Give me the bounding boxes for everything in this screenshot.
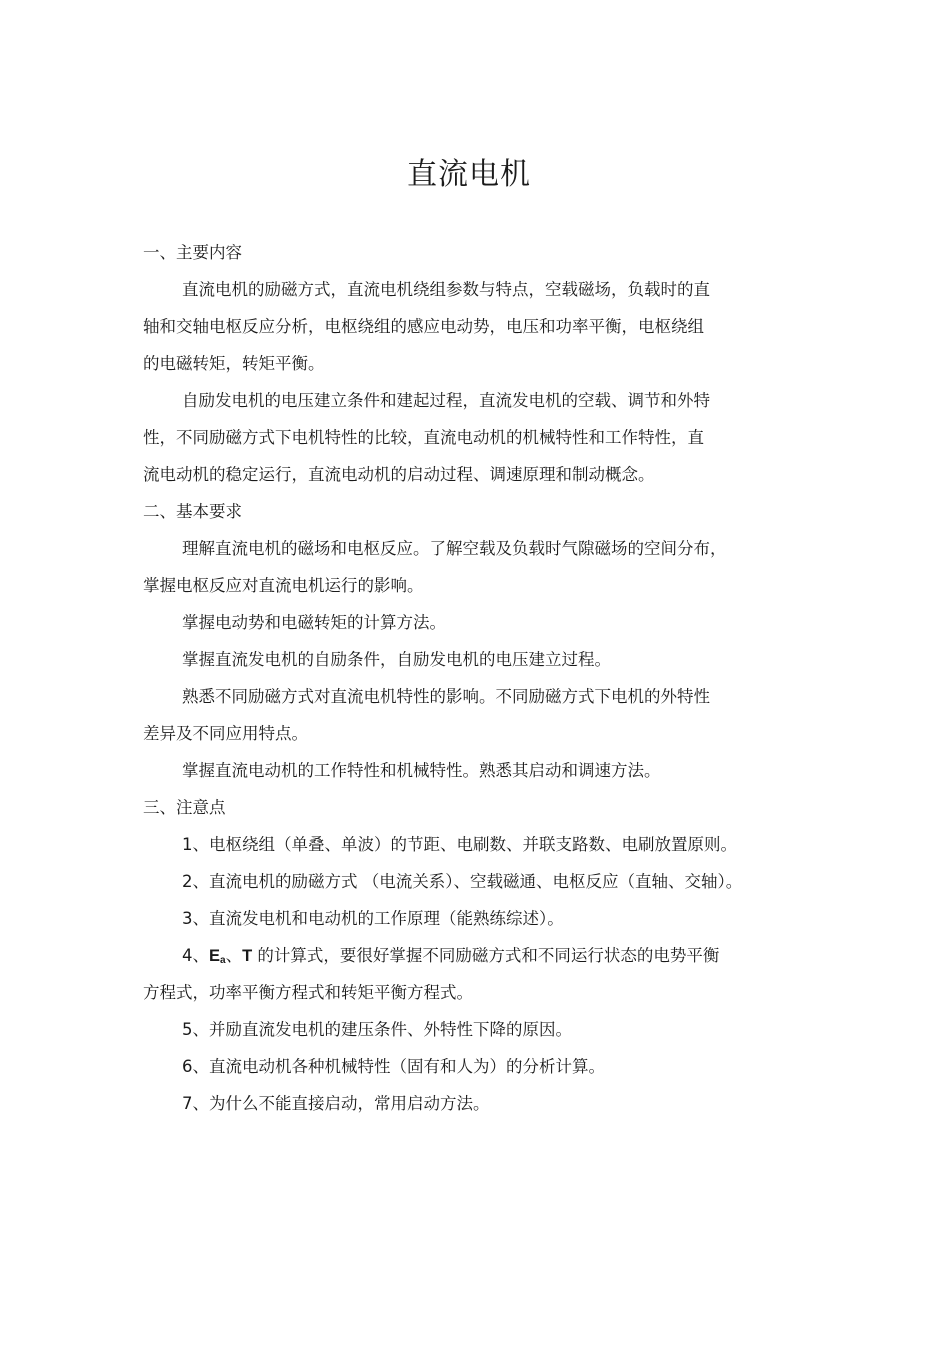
list-item: 2、直流电机的励磁方式 （电流关系）、空载磁通、电枢反应（直轴、交轴）。 <box>182 872 743 891</box>
list-item: 3、直流发电机和电动机的工作原理（能熟练综述）。 <box>182 909 564 928</box>
list-item-text: 的计算式，要很好掌握不同励磁方式和不同运行状态的电势平衡 <box>252 946 720 965</box>
list-item: 5、并励直流发电机的建压条件、外特性下降的原因。 <box>182 1020 572 1039</box>
section-heading-key-points: 三、注意点 <box>143 798 226 817</box>
document-title: 直流电机 <box>407 157 531 192</box>
list-item-continuation: 方程式，功率平衡方程式和转矩平衡方程式。 <box>143 983 473 1002</box>
symbol-E: E <box>209 947 221 965</box>
paragraph-line: 的电磁转矩，转矩平衡。 <box>143 354 325 373</box>
symbol-T: T <box>242 947 253 965</box>
list-item: 6、直流电动机各种机械特性（固有和人为）的分析计算。 <box>182 1057 605 1076</box>
paragraph-line: 流电动机的稳定运行，直流电动机的启动过程、调速原理和制动概念。 <box>143 465 655 484</box>
list-item: 1、电枢绕组（单叠、单波）的节距、电刷数、并联支路数、电刷放置原则。 <box>182 835 737 854</box>
section-heading-main-content: 一、主要内容 <box>143 243 242 262</box>
list-item: 7、为什么不能直接启动，常用启动方法。 <box>182 1094 490 1113</box>
symbol-subscript-a: a <box>220 955 226 966</box>
paragraph <box>143 530 823 604</box>
paragraph <box>143 604 823 641</box>
paragraph <box>143 271 823 382</box>
paragraph-line: 直流电机的励磁方式，直流电机绕组参数与特点，空载磁场，负载时的直 <box>182 280 710 299</box>
paragraph <box>143 641 823 678</box>
paragraph <box>143 382 823 493</box>
paragraph-line: 理解直流电机的磁场和电枢反应。了解空载及负载时气隙磁场的空间分布， <box>182 539 727 558</box>
paragraph-line: 性，不同励磁方式下电机特性的比较，直流电动机的机械特性和工作特性，直 <box>143 428 704 447</box>
paragraph-line: 掌握电动势和电磁转矩的计算方法。 <box>182 613 446 632</box>
paragraph-line: 掌握电枢反应对直流电机运行的影响。 <box>143 576 424 595</box>
symbol-separator: 、 <box>225 946 243 965</box>
list-item-number: 4、 <box>182 946 209 965</box>
list-item-formula <box>143 937 823 974</box>
section-heading-basic-requirements: 二、基本要求 <box>143 502 242 521</box>
paragraph-line: 差异及不同应用特点。 <box>143 724 308 743</box>
paragraph-line: 掌握直流发电机的自励条件，自励发电机的电压建立过程。 <box>182 650 611 669</box>
paragraph-line: 自励发电机的电压建立条件和建起过程，直流发电机的空载、调节和外特 <box>182 391 710 410</box>
document-body <box>143 234 823 1122</box>
paragraph-line: 掌握直流电动机的工作特性和机械特性。熟悉其启动和调速方法。 <box>182 761 661 780</box>
paragraph <box>143 752 823 789</box>
paragraph <box>143 678 823 752</box>
paragraph-line: 熟悉不同励磁方式对直流电机特性的影响。不同励磁方式下电机的外特性 <box>182 687 710 706</box>
paragraph-line: 轴和交轴电枢反应分析，电枢绕组的感应电动势，电压和功率平衡，电枢绕组 <box>143 317 704 336</box>
